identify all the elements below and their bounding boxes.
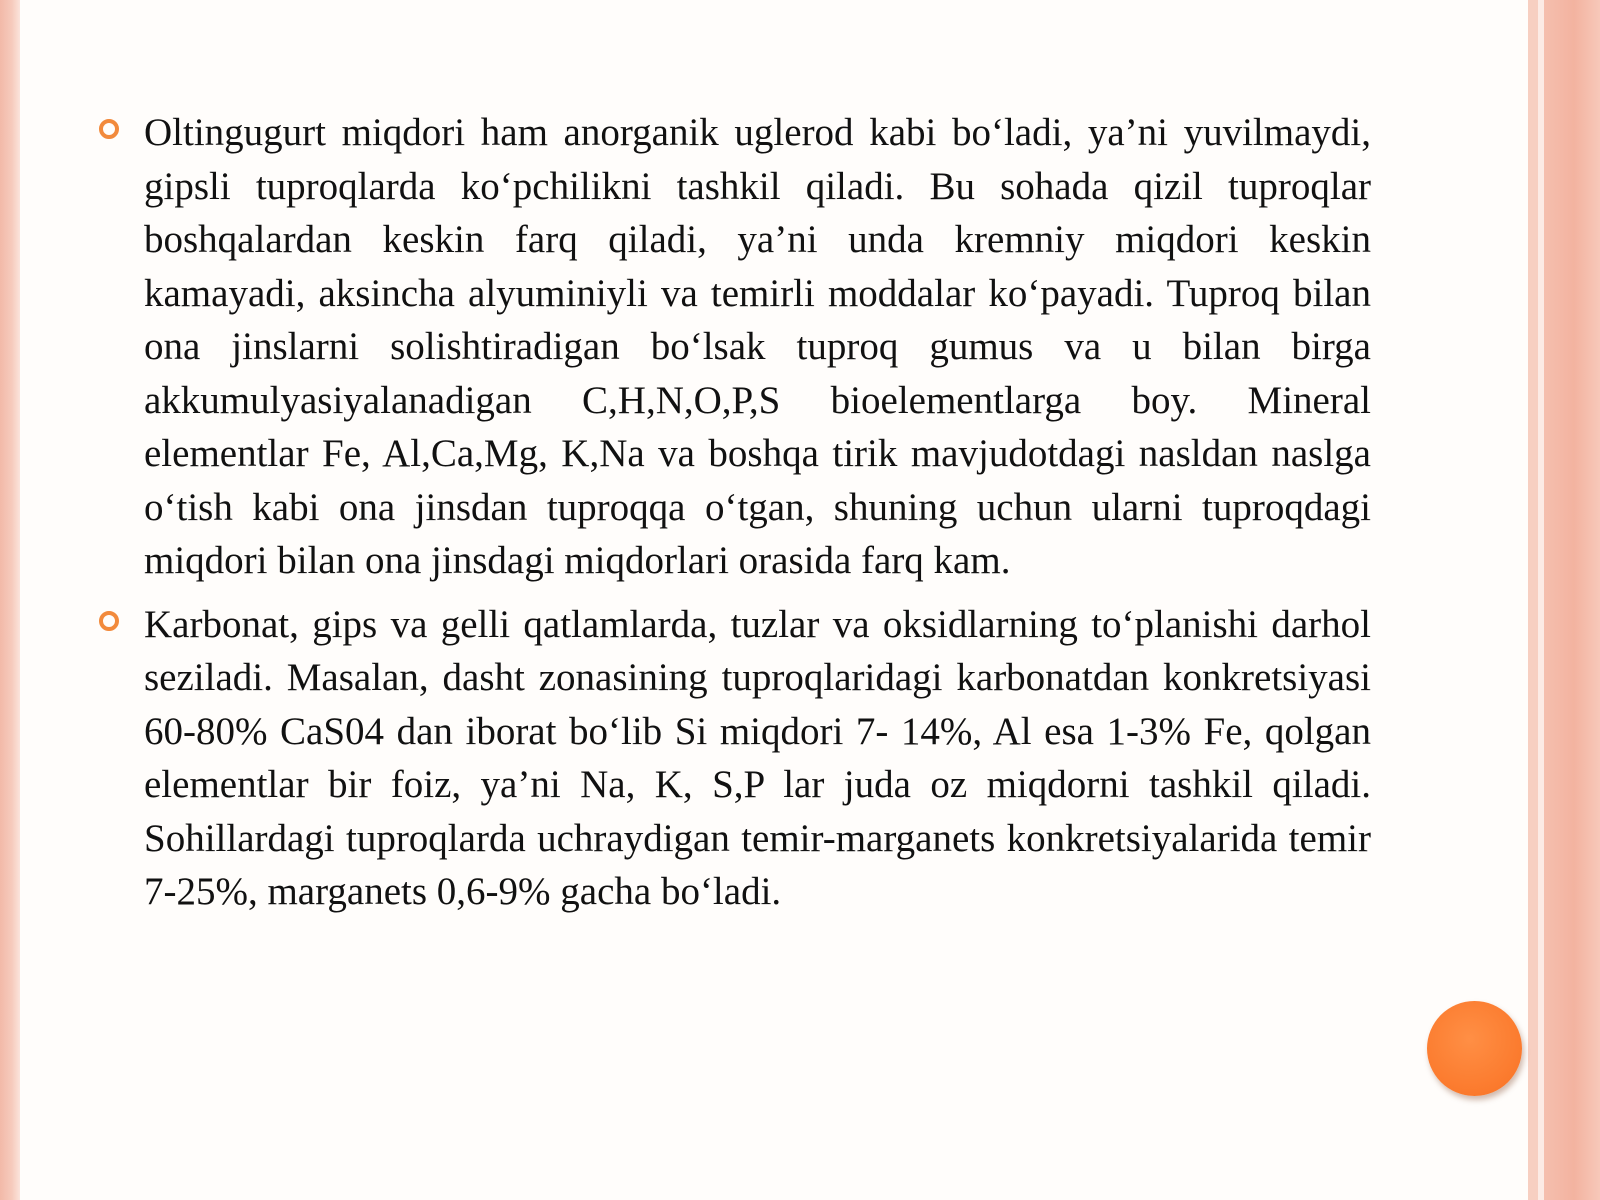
slide-body (95, 106, 1371, 919)
hollow-circle-bullet-icon (99, 611, 119, 631)
right-border-decoration-outer (1544, 0, 1600, 1200)
bullet-item-carbonate (95, 598, 1371, 919)
paragraph-text: Karbonat, gips va gelli qatlamlarda, tuzlar va oksidlarning to‘planishi darhol seziladi. Masalan, dasht zonasining tuproqlaridagi karbonatdan konkretsiyasi 60-80% CaS04 dan iborat bo‘lib Si miqdori 7- 14%, Al esa 1-3% Fe, qolgan elementlar bir foiz, ya’ni Na, K, S,P lar juda oz miqdorni tashkil qiladi. Sohillardagi tuproqlarda uchraydigan temir-marganets konkretsiyalarida temir 7-25%, marganets 0,6-9% gacha bo‘ladi. (144, 602, 1371, 913)
hollow-circle-bullet-icon (99, 119, 119, 139)
left-border-decoration (0, 0, 20, 1200)
bullet-item-sulfur (95, 106, 1371, 588)
right-border-decoration (1528, 0, 1538, 1200)
orange-circle-icon (1427, 1001, 1522, 1096)
paragraph-text: Oltingugurt miqdori ham anorganik uglerod kabi bo‘ladi, ya’ni yuvilmaydi, gipsli tuproqlarda ko‘pchilikni tashkil qiladi. Bu sohada qizil tuproqlar boshqalardan keskin farq qiladi, ya’ni unda kremniy miqdori keskin kamayadi, aksincha alyuminiyli va temirli moddalar ko‘payadi. Tuproq bilan ona jinslarni solishtiradigan bo‘lsak tuproq gumus va u bilan birga akkumulyasiyalanadigan C,H,N,O,P,S bioelementlarga boy. Mineral elementlar Fe, Al,Ca,Mg, K,Na va boshqa tirik mavjudotdagi nasldan naslga o‘tish kabi ona jinsdan tuproqqa o‘tgan, shuning uchun ularni tuproqdagi miqdori bilan ona jinsdagi miqdorlari orasida farq kam. (144, 111, 1371, 582)
